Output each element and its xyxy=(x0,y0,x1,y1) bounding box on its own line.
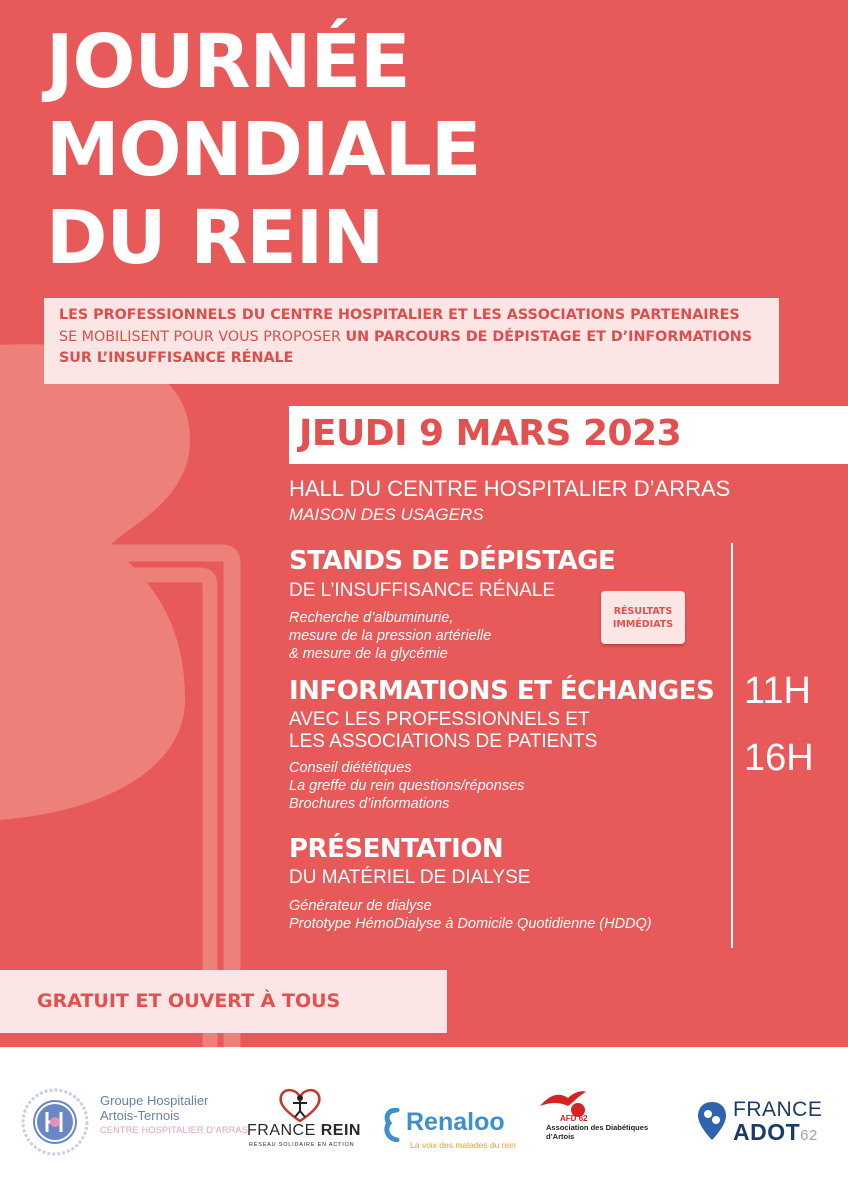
france-adot-name: ADOT xyxy=(733,1119,801,1145)
intro-line-1-text: LES PROFESSIONNELS DU CENTRE HOSPITALIER ET LES ASSOCIATIONS PARTENAIRES xyxy=(59,307,740,323)
france-rein-tagline: RÉSEAU SOLIDAIRE EN ACTION xyxy=(249,1142,355,1148)
section-subtitle-line: DE L’INSUFFISANCE RÉNALE xyxy=(289,580,556,601)
date-banner xyxy=(289,406,848,464)
list-item: Prototype HémoDialyse à Domicile Quotidienne (HDDQ) xyxy=(289,916,652,932)
france-rein-word-1: FRANCE xyxy=(247,1122,316,1139)
afd-logo-text xyxy=(546,1123,648,1141)
afd-label-text: AFD xyxy=(560,1114,577,1123)
afd-line-1: Association des Diabétiques xyxy=(546,1123,649,1132)
list-item: Brochures d’informations xyxy=(289,796,450,812)
start-hour: 11H xyxy=(744,670,811,712)
intro-line-2 xyxy=(59,327,779,349)
section-subtitle-screening xyxy=(289,580,555,602)
section-subtitle-line: DU MATÉRIEL DE DIALYSE xyxy=(289,867,531,888)
title-line-2: MONDIALE xyxy=(46,107,481,193)
section-subtitle-line: AVEC LES PROFESSIONNELS ET xyxy=(289,709,590,730)
badge-line-1: RÉSULTATS xyxy=(613,605,673,617)
section-title-screening: STANDS DE DÉPISTAGE xyxy=(289,546,616,576)
section-items-presentation xyxy=(289,897,652,933)
intro-line-3-text: SUR L’INSUFFISANCE RÉNALE xyxy=(59,350,294,366)
title-line-1: JOURNÉE xyxy=(46,19,410,105)
ght-logo-text xyxy=(100,1093,248,1138)
afd-label xyxy=(560,1114,588,1123)
event-date: JEUDI 9 MARS 2023 xyxy=(299,413,682,454)
intro-line-1 xyxy=(59,305,779,327)
france-adot-line-2 xyxy=(733,1120,818,1148)
list-item: La greffe du rein questions/réponses xyxy=(289,778,525,794)
france-rein-word-2: REIN xyxy=(320,1122,361,1139)
intro-box xyxy=(44,298,779,384)
france-adot-number: 62 xyxy=(800,1127,818,1144)
badge-line-2: IMMÉDIATS xyxy=(612,618,674,630)
free-banner xyxy=(0,970,447,1033)
intro-line-2-regular: SE MOBILISENT POUR VOUS PROPOSER xyxy=(59,328,346,345)
france-adot-line-1: FRANCE xyxy=(733,1098,823,1121)
france-adot-pin-icon xyxy=(696,1100,728,1142)
results-badge xyxy=(601,591,685,644)
list-item: mesure de la pression artérielle xyxy=(289,628,492,644)
list-item: Conseil diététiques xyxy=(289,760,412,776)
intro-line-2-bold: UN PARCOURS DE DÉPISTAGE ET D’INFORMATIONS xyxy=(345,328,753,345)
list-item: & mesure de la glycémie xyxy=(289,646,448,662)
afd-line-2: d’Artois xyxy=(546,1132,575,1141)
france-rein-heart-icon xyxy=(276,1087,324,1123)
ght-line-2: Artois-Ternois xyxy=(100,1108,180,1123)
list-item: Recherche d’albuminurie, xyxy=(289,610,454,626)
renaloo-tagline: La voix des malades du rein xyxy=(410,1140,516,1150)
renaloo-kidney-icon xyxy=(383,1108,405,1142)
afd-number: 62 xyxy=(578,1114,588,1123)
list-item: Générateur de dialyse xyxy=(289,898,432,914)
main-title xyxy=(46,18,480,282)
intro-line-3 xyxy=(59,348,779,370)
ght-line-1: Groupe Hospitalier xyxy=(100,1093,209,1108)
end-hour: 16H xyxy=(744,737,814,779)
section-items-screening xyxy=(289,609,491,663)
section-title-information: INFORMATIONS ET ÉCHANGES xyxy=(289,676,715,706)
section-subtitle-information xyxy=(289,709,597,753)
ght-logo-icon xyxy=(20,1087,90,1157)
section-subtitle-presentation xyxy=(289,867,530,889)
title-line-3: DU REIN xyxy=(46,195,384,281)
event-location-sub: MAISON DES USAGERS xyxy=(289,505,484,524)
free-label: GRATUIT ET OUVERT À TOUS xyxy=(37,990,341,1012)
france-rein-logo-text xyxy=(247,1122,361,1140)
ght-line-3: CENTRE HOSPITALIER D’ARRAS xyxy=(100,1125,249,1135)
section-items-information xyxy=(289,759,524,813)
section-title-presentation: PRÉSENTATION xyxy=(289,834,504,864)
renaloo-logo-text: Renaloo xyxy=(406,1108,505,1136)
time-divider xyxy=(731,543,733,948)
event-location: HALL DU CENTRE HOSPITALIER D’ARRAS xyxy=(289,476,731,501)
section-subtitle-line: LES ASSOCIATIONS DE PATIENTS xyxy=(289,731,598,752)
